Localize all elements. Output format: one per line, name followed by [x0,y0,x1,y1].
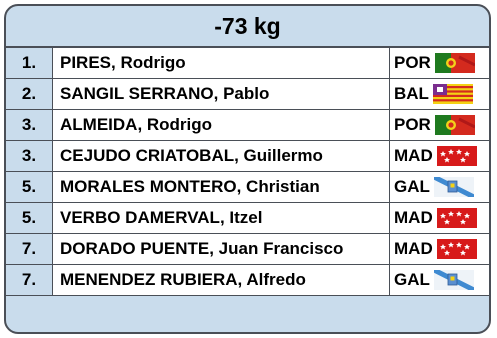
result-row [6,110,489,141]
result-row [6,141,489,172]
team-code: MAD [394,146,433,165]
team-code: POR [394,115,431,134]
result-row [6,203,489,234]
athlete-name-cell: MORALES MONTERO, Christian [53,172,390,203]
athlete-name-cell: PIRES, Rodrigo [53,48,390,79]
team-cell [390,141,490,172]
result-row [6,234,489,265]
team-code: GAL [394,270,430,289]
result-row [6,265,489,296]
rank-cell: 2. [6,79,53,110]
madrid-flag-icon [437,239,477,259]
athlete-name-cell: MENENDEZ RUBIERA, Alfredo [53,265,390,296]
team-code: BAL [394,84,429,103]
portugal-flag-icon [435,115,475,135]
results-card [4,4,491,334]
athlete-name-cell: DORADO PUENTE, Juan Francisco [53,234,390,265]
athlete-name-cell: ALMEIDA, Rodrigo [53,110,390,141]
rank-cell: 3. [6,141,53,172]
galicia-flag-icon [434,270,474,290]
athlete-name-cell: VERBO DAMERVAL, Itzel [53,203,390,234]
athlete-name-cell: SANGIL SERRANO, Pablo [53,79,390,110]
team-code: GAL [394,177,430,196]
team-code: MAD [394,208,433,227]
team-code: POR [394,53,431,72]
team-cell [390,203,490,234]
baleares-flag-icon [433,84,473,104]
team-cell [390,265,490,296]
team-code: MAD [394,239,433,258]
madrid-flag-icon [437,208,477,228]
result-row [6,172,489,203]
rank-cell: 7. [6,234,53,265]
galicia-flag-icon [434,177,474,197]
team-cell [390,48,490,79]
team-cell [390,234,490,265]
rank-cell: 7. [6,265,53,296]
athlete-name-cell: CEJUDO CRIATOBAL, Guillermo [53,141,390,172]
rank-cell: 3. [6,110,53,141]
portugal-flag-icon [435,53,475,73]
team-cell [390,110,490,141]
rank-cell: 5. [6,172,53,203]
rank-cell: 5. [6,203,53,234]
team-cell [390,172,490,203]
madrid-flag-icon [437,146,477,166]
result-row [6,79,489,110]
category-title: -73 kg [6,6,489,47]
rank-cell: 1. [6,48,53,79]
results-table [6,47,489,296]
result-row [6,48,489,79]
team-cell [390,79,490,110]
